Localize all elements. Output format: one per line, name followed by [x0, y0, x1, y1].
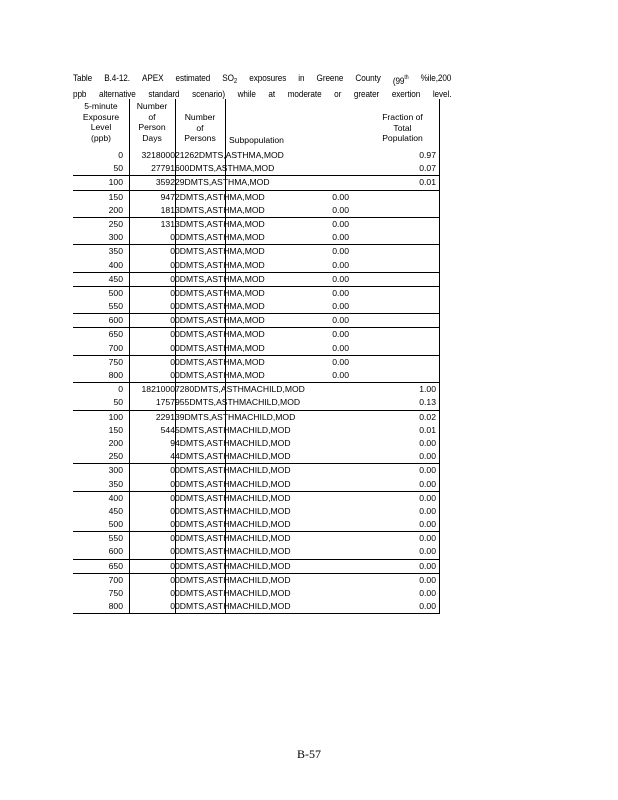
cell-subpopulation: 2DMTS,ASTHMA,MOD — [175, 191, 265, 202]
cell-person-days: 0 — [170, 315, 175, 326]
cell-fraction: 0.00 — [419, 588, 436, 598]
cell-person-days: 0 — [170, 287, 175, 298]
cell-subpopulation: 4DMTS,ASTHMACHILD,MOD — [175, 451, 291, 462]
cell-person-days: 27791 — [151, 163, 175, 174]
cell-exposure-level: 600 — [108, 315, 123, 326]
table-row — [73, 587, 440, 600]
cell-exposure-level: 550 — [108, 533, 123, 544]
cell-fraction-mid: 0.00 — [332, 329, 349, 340]
cell-person-days: 0 — [170, 492, 175, 503]
cell-person-days: 0 — [170, 232, 175, 243]
cell-fraction: 0.01 — [419, 424, 436, 435]
table-row — [73, 191, 440, 204]
cell-exposure-level: 100 — [108, 177, 123, 188]
cell-person-days: 3218000 — [141, 150, 175, 160]
cell-person-days: 0 — [170, 478, 175, 489]
cell-fraction: 0.00 — [419, 465, 436, 476]
table-row — [73, 492, 440, 505]
cell-exposure-level: 400 — [108, 492, 123, 503]
cell-subpopulation: 0DMTS,ASTHMACHILD,MOD — [175, 601, 291, 612]
cell-fraction: 0.00 — [419, 601, 436, 612]
table-row — [73, 287, 440, 300]
cell-fraction: 0.00 — [419, 574, 436, 585]
cell-exposure-level: 500 — [108, 519, 123, 530]
header-person-days: Number of Person Days — [136, 101, 168, 143]
cell-exposure-level: 0 — [118, 384, 123, 395]
cell-exposure-level: 550 — [108, 301, 123, 312]
header-persons: Number of Persons — [184, 112, 216, 143]
caption-line-1: Table B.4-12. APEX estimated $SO_2$ exposures in Greene County (99th %ile,200 — [73, 73, 452, 87]
cell-person-days: 0 — [170, 259, 175, 270]
cell-fraction-mid: 0.00 — [332, 218, 349, 229]
cell-exposure-level: 800 — [108, 601, 123, 612]
table-row — [73, 369, 440, 383]
caption-line-2: ppb alternative standard scenario) while at moderate or greater exertion level. — [73, 89, 452, 100]
table-row — [73, 383, 440, 396]
cell-fraction-mid: 0.00 — [332, 273, 349, 284]
cell-subpopulation: 3DMTS,ASTHMA,MOD — [175, 204, 265, 215]
cell-subpopulation: 0DMTS,ASTHMACHILD,MOD — [175, 505, 291, 516]
table-row — [73, 560, 440, 574]
cell-exposure-level: 800 — [108, 370, 123, 380]
cell-exposure-level: 0 — [118, 150, 123, 160]
cell-fraction: 0.00 — [419, 478, 436, 489]
cell-exposure-level: 150 — [108, 191, 123, 202]
cell-exposure-level: 150 — [108, 424, 123, 435]
cell-exposure-level: 400 — [108, 259, 123, 270]
cell-fraction: 0.97 — [419, 150, 436, 160]
table-row — [73, 437, 440, 450]
cell-exposure-level: 750 — [108, 356, 123, 367]
table-row — [73, 231, 440, 245]
cell-fraction-mid: 0.00 — [332, 204, 349, 215]
table-row — [73, 314, 440, 328]
cell-person-days: 4 — [170, 451, 175, 462]
cell-fraction-mid: 0.00 — [332, 301, 349, 312]
table-row — [73, 328, 440, 341]
table-row — [73, 218, 440, 231]
cell-exposure-level: 50 — [113, 397, 123, 408]
cell-person-days: 0 — [170, 519, 175, 530]
cell-exposure-level: 650 — [108, 560, 123, 571]
header-exposure-level: 5-minute Exposure Level (ppb) — [82, 101, 120, 143]
cell-subpopulation: 0DMTS,ASTHMACHILD,MOD — [175, 465, 291, 476]
cell-person-days: 0 — [170, 301, 175, 312]
table-row — [73, 342, 440, 356]
cell-fraction-mid: 0.00 — [332, 246, 349, 257]
cell-person-days: 0 — [170, 342, 175, 353]
cell-fraction: 0.00 — [419, 546, 436, 557]
cell-fraction-mid: 0.00 — [332, 370, 349, 380]
cell-subpopulation: 0DMTS,ASTHMACHILD,MOD — [175, 546, 291, 557]
cell-person-days: 0 — [170, 329, 175, 340]
cell-subpopulation: 4DMTS,ASTHMACHILD,MOD — [175, 437, 291, 448]
cell-person-days: 181 — [160, 204, 175, 215]
cell-subpopulation: 0DMTS,ASTHMA,MOD — [175, 315, 265, 326]
cell-subpopulation: 0DMTS,ASTHMA,MOD — [175, 370, 265, 380]
cell-subpopulation: 29DMTS,ASTHMA,MOD — [175, 177, 270, 188]
cell-person-days: 0 — [170, 505, 175, 516]
table-row — [73, 505, 440, 518]
cell-exposure-level: 250 — [108, 451, 123, 462]
cell-person-days: 1757 — [155, 397, 175, 408]
cell-person-days: 0 — [170, 370, 175, 380]
cell-fraction: 0.02 — [419, 411, 436, 422]
cell-person-days: 0 — [170, 533, 175, 544]
cell-subpopulation: 0DMTS,ASTHMACHILD,MOD — [175, 533, 291, 544]
cell-fraction: 0.00 — [419, 492, 436, 503]
cell-subpopulation: 21262DMTS,ASTHMA,MOD — [175, 150, 284, 160]
cell-person-days: 0 — [170, 356, 175, 367]
cell-exposure-level: 300 — [108, 465, 123, 476]
cell-exposure-level: 350 — [108, 478, 123, 489]
cell-subpopulation: 0DMTS,ASTHMACHILD,MOD — [175, 519, 291, 530]
cell-subpopulation: 0DMTS,ASTHMA,MOD — [175, 342, 265, 353]
table-row — [73, 273, 440, 287]
cell-fraction: 0.00 — [419, 519, 436, 530]
cell-subpopulation: 0DMTS,ASTHMA,MOD — [175, 273, 265, 284]
cell-subpopulation: 0DMTS,ASTHMACHILD,MOD — [175, 492, 291, 503]
table-row — [73, 356, 440, 369]
table-row — [73, 574, 440, 587]
cell-subpopulation: 5DMTS,ASTHMACHILD,MOD — [175, 424, 291, 435]
table-caption — [73, 72, 451, 101]
cell-person-days: 0 — [170, 601, 175, 612]
cell-exposure-level: 600 — [108, 546, 123, 557]
cell-subpopulation: 0DMTS,ASTHMA,MOD — [175, 232, 265, 243]
table-row — [73, 450, 440, 464]
cell-subpopulation: 0DMTS,ASTHMA,MOD — [175, 329, 265, 340]
cell-fraction: 1.00 — [419, 384, 436, 395]
cell-subpopulation: 7280DMTS,ASTHMACHILD,MOD — [175, 384, 305, 395]
header-subpopulation: Subpopulation — [229, 135, 284, 145]
cell-exposure-level: 700 — [108, 574, 123, 585]
cell-fraction: 0.01 — [419, 177, 436, 188]
table-row — [73, 600, 440, 614]
table-row — [73, 149, 440, 162]
page-number: B-57 — [297, 747, 321, 761]
cell-exposure-level: 250 — [108, 218, 123, 229]
cell-person-days: 3592 — [155, 177, 175, 188]
cell-fraction-mid: 0.00 — [332, 232, 349, 243]
cell-person-days: 0 — [170, 574, 175, 585]
table-row — [73, 411, 440, 424]
cell-person-days: 0 — [170, 560, 175, 571]
cell-person-days: 2291 — [155, 411, 175, 422]
cell-fraction: 0.13 — [419, 397, 436, 408]
cell-person-days: 0 — [170, 546, 175, 557]
cell-subpopulation: 0DMTS,ASTHMA,MOD — [175, 356, 265, 367]
cell-exposure-level: 350 — [108, 246, 123, 257]
cell-fraction-mid: 0.00 — [332, 342, 349, 353]
table-row — [73, 396, 440, 410]
cell-fraction-mid: 0.00 — [332, 356, 349, 367]
cell-subpopulation: 0DMTS,ASTHMA,MOD — [175, 287, 265, 298]
cell-subpopulation: 0DMTS,ASTHMA,MOD — [175, 246, 265, 257]
table-row — [73, 162, 440, 176]
cell-fraction: 0.00 — [419, 533, 436, 544]
table-header — [73, 99, 440, 149]
cell-fraction: 0.07 — [419, 163, 436, 174]
cell-exposure-level: 450 — [108, 273, 123, 284]
table-row — [73, 464, 440, 477]
cell-fraction: 0.00 — [419, 505, 436, 516]
cell-person-days: 544 — [160, 424, 175, 435]
cell-person-days: 0 — [170, 246, 175, 257]
cell-exposure-level: 100 — [108, 411, 123, 422]
table-row — [73, 176, 440, 190]
cell-person-days: 131 — [160, 218, 175, 229]
cell-person-days: 0 — [170, 465, 175, 476]
cell-exposure-level: 300 — [108, 232, 123, 243]
table-row — [73, 259, 440, 273]
cell-subpopulation: 0DMTS,ASTHMACHILD,MOD — [175, 560, 291, 571]
cell-exposure-level: 650 — [108, 329, 123, 340]
cell-fraction: 0.00 — [419, 451, 436, 462]
cell-subpopulation: 0DMTS,ASTHMA,MOD — [175, 259, 265, 270]
cell-exposure-level: 750 — [108, 588, 123, 598]
cell-subpopulation: 0DMTS,ASTHMA,MOD — [175, 301, 265, 312]
cell-person-days: 947 — [160, 191, 175, 202]
cell-person-days: 1821000 — [141, 384, 175, 395]
cell-subpopulation: 3DMTS,ASTHMA,MOD — [175, 218, 265, 229]
cell-fraction: 0.00 — [419, 560, 436, 571]
cell-subpopulation: 955DMTS,ASTHMACHILD,MOD — [175, 397, 301, 408]
table-row — [73, 245, 440, 258]
table-row — [73, 478, 440, 492]
table-row — [73, 204, 440, 218]
cell-exposure-level: 450 — [108, 505, 123, 516]
cell-subpopulation: 0DMTS,ASTHMACHILD,MOD — [175, 478, 291, 489]
cell-exposure-level: 200 — [108, 437, 123, 448]
cell-subpopulation: 0DMTS,ASTHMACHILD,MOD — [175, 588, 291, 598]
table-row — [73, 424, 440, 437]
table-row — [73, 300, 440, 314]
cell-fraction-mid: 0.00 — [332, 315, 349, 326]
table-row — [73, 545, 440, 559]
cell-fraction: 0.00 — [419, 437, 436, 448]
cell-subpopulation: 0DMTS,ASTHMACHILD,MOD — [175, 574, 291, 585]
header-fraction: Fraction of Total Population — [382, 112, 423, 143]
cell-fraction-mid: 0.00 — [332, 191, 349, 202]
cell-person-days: 9 — [170, 437, 175, 448]
cell-exposure-level: 700 — [108, 342, 123, 353]
cell-exposure-level: 500 — [108, 287, 123, 298]
table-body — [73, 149, 440, 614]
cell-exposure-level: 50 — [113, 163, 123, 174]
cell-person-days: 0 — [170, 273, 175, 284]
cell-fraction-mid: 0.00 — [332, 259, 349, 270]
cell-subpopulation: 39DMTS,ASTHMACHILD,MOD — [175, 411, 296, 422]
cell-exposure-level: 200 — [108, 204, 123, 215]
exposure-table — [73, 99, 440, 614]
table-row — [73, 518, 440, 532]
table-row — [73, 532, 440, 545]
cell-subpopulation: 600DMTS,ASTHMA,MOD — [175, 163, 275, 174]
cell-fraction-mid: 0.00 — [332, 287, 349, 298]
cell-person-days: 0 — [170, 588, 175, 598]
